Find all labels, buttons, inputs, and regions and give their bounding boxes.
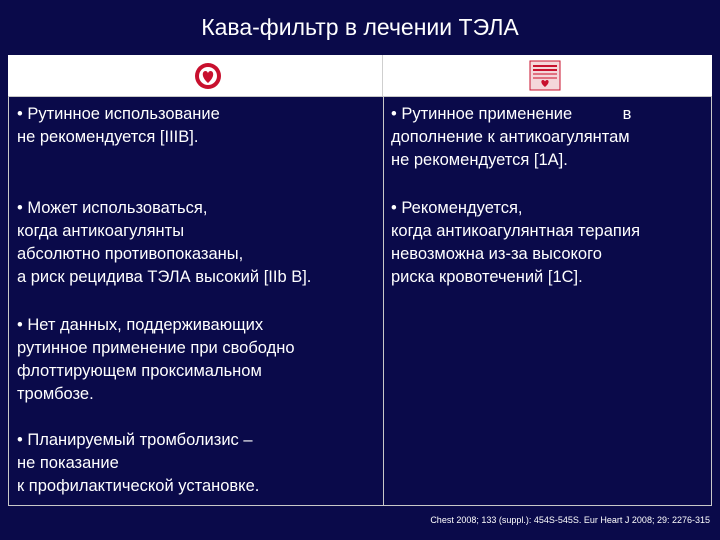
citation: Chest 2008; 133 (suppl.): 454S-545S. Eur Heart J 2008; 29: 2276-315: [430, 515, 710, 525]
left-cell-3: • Нет данных, поддерживающих рутинное применение при свободно флоттирующем проксимальном тромбозе.: [17, 316, 295, 403]
left-cell-4: • Планируемый тромболизис – не показание к профилактической установке.: [17, 431, 260, 495]
right-cell-2: • Рекомендуется, когда антикоагулянтная терапия невозможна из-за высокого риска кровотечений [1С].: [391, 199, 640, 286]
left-cell-2: • Может использоваться, когда антикоагулянты абсолютно противопоказаны, а риск рецидива ТЭЛА высокий [IIb B].: [17, 199, 312, 286]
chest-guidelines-logo: [528, 59, 562, 92]
logo-divider: [382, 55, 383, 96]
slide-title: Кава-фильтр в лечении ТЭЛА: [201, 14, 519, 40]
logo-header-row: [8, 55, 712, 96]
right-cell-1: • Рутинное применение в дополнение к антикоагулянтам не рекомендуется [1А].: [391, 105, 632, 169]
esc-heart-logo: [193, 61, 223, 91]
comparison-table: [8, 96, 712, 506]
column-divider: [383, 97, 384, 505]
left-cell-1: • Рутинное использование не рекомендуется [IIIB].: [17, 105, 220, 146]
